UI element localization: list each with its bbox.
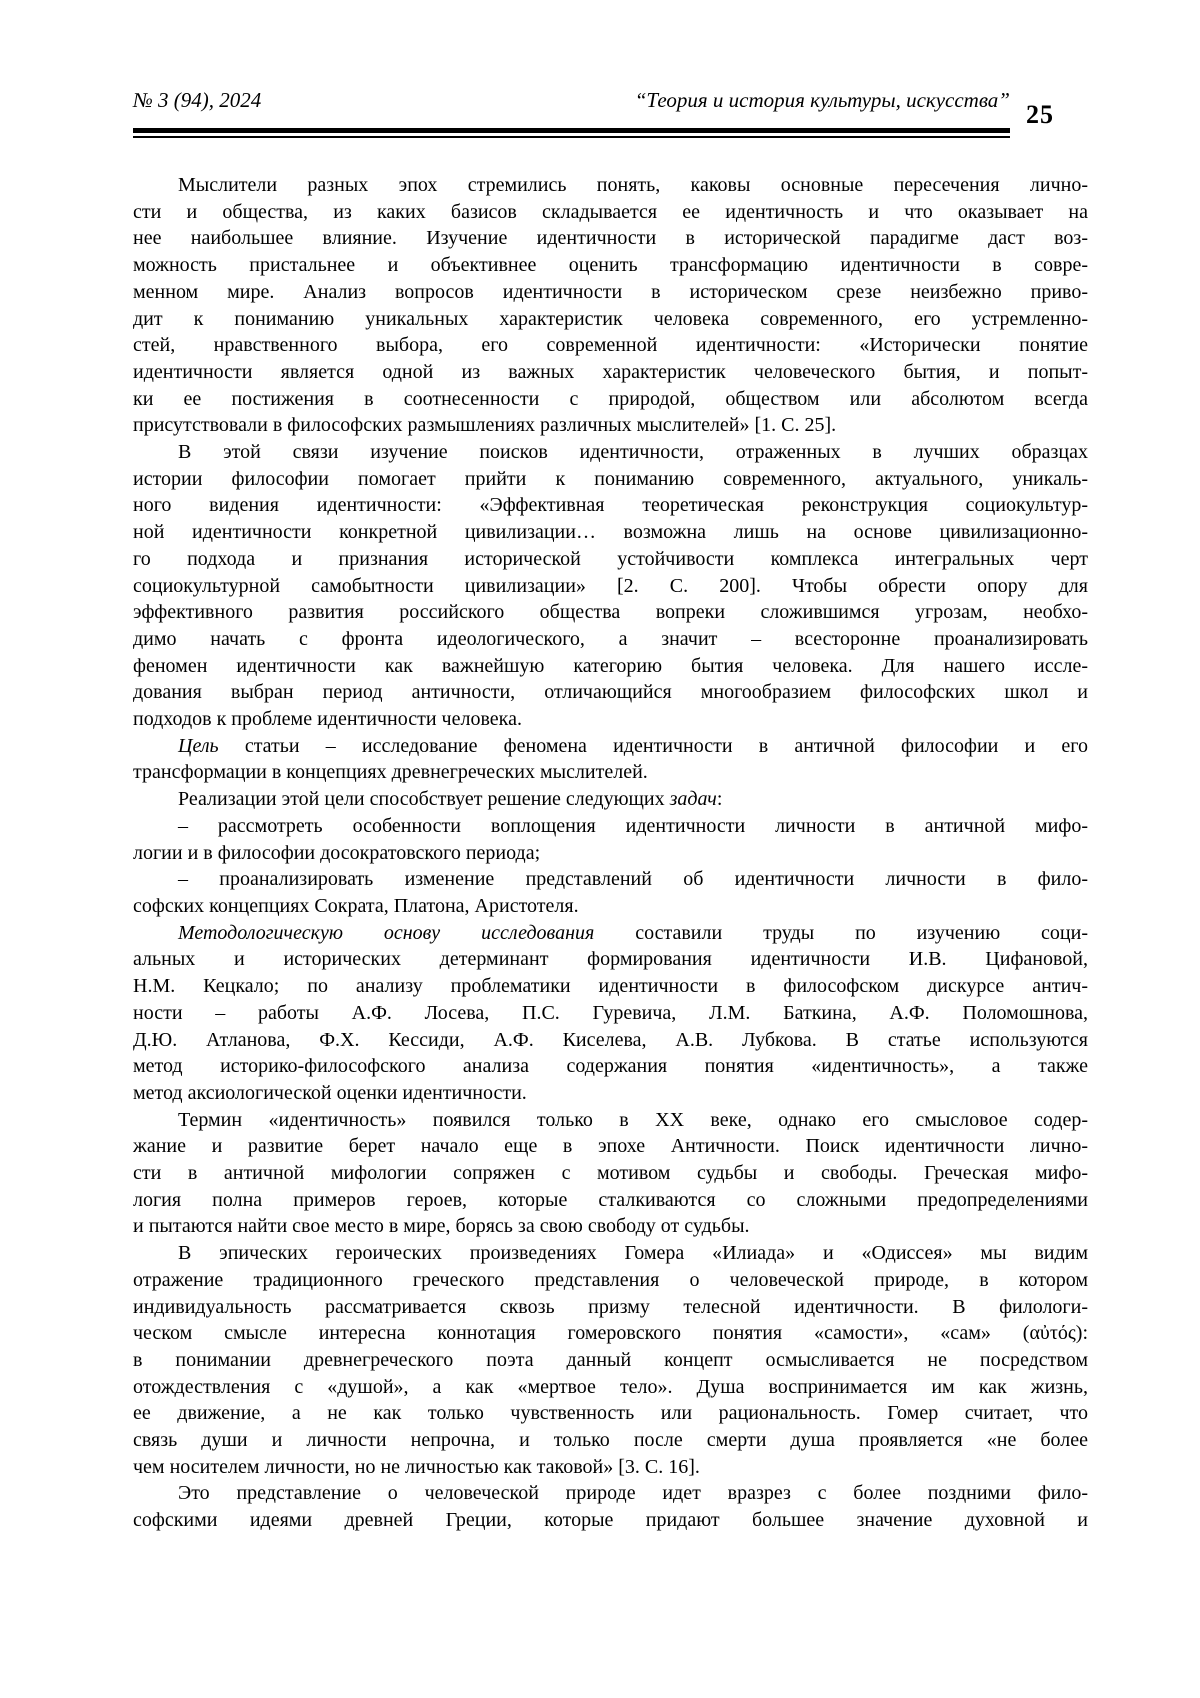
text-line: – рассмотреть особенности воплощения идентичности личности в античной мифо- bbox=[178, 814, 1088, 837]
text-line: – проанализировать изменение представлений об идентичности личности в фило- bbox=[178, 868, 1088, 891]
text-line: подходов к проблеме идентичности человека. bbox=[133, 708, 522, 731]
text-line: отражение традиционного греческого представления о человеческой природе, в котором bbox=[133, 1268, 1088, 1291]
text-line: Методологическую основу исследования составили труды по изучению соци- bbox=[178, 921, 1088, 944]
text-line: можность пристальнее и объективнее оценить трансформацию идентичности в совре- bbox=[133, 254, 1088, 277]
journal-header bbox=[133, 88, 1010, 113]
text-line: сти в античной мифологии сопряжен с мотивом судьбы и свободы. Греческая мифо- bbox=[133, 1162, 1088, 1185]
issue-number: № 3 (94), 2024 bbox=[133, 88, 262, 112]
paragraph bbox=[133, 439, 1088, 733]
text-line: логии и в философии досократовского периода; bbox=[133, 841, 541, 864]
text-line: Д.Ю. Атланова, Ф.Х. Кессиди, А.Ф. Киселева, А.В. Лубкова. В статье используются bbox=[133, 1028, 1088, 1051]
text-line: связь души и личности непрочна, и только после смерти душа проявляется «не более bbox=[133, 1429, 1088, 1452]
page-number: 25 bbox=[1026, 100, 1054, 129]
text-line: эффективного развития российского общества вопреки сложившимся угрозам, необхо- bbox=[133, 601, 1088, 624]
text-line: индивидуальность рассматривается сквозь призму телесной идентичности. В филологи- bbox=[133, 1295, 1088, 1318]
paragraph bbox=[133, 1480, 1088, 1533]
text-line: Цель статьи – исследование феномена идентичности в античной философии и его bbox=[178, 734, 1088, 757]
text-line: дит к пониманию уникальных характеристик человека современного, его устремленно- bbox=[133, 307, 1088, 330]
text-line: социокультурной самобытности цивилизации» [2. С. 200]. Чтобы обрести опору для bbox=[133, 574, 1088, 597]
text-line: Мыслители разных эпох стремились понять, каковы основные пересечения лично- bbox=[178, 174, 1088, 196]
text-line: стей, нравственного выбора, его современной идентичности: «Исторически понятие bbox=[133, 334, 1088, 357]
paragraph bbox=[133, 920, 1088, 1107]
paragraph bbox=[133, 172, 1088, 439]
paragraph bbox=[133, 733, 1088, 786]
paragraph bbox=[133, 813, 1088, 866]
text-line: трансформации в концепциях древнегреческих мыслителей. bbox=[133, 761, 648, 784]
text-line: жание и развитие берет начало еще в эпохе Античности. Поиск идентичности лично- bbox=[133, 1135, 1088, 1158]
text-line: Реализации этой цели способствует решение следующих задач: bbox=[178, 788, 723, 811]
journal-title: “Теория и история культуры, искусства” bbox=[634, 88, 1010, 112]
text-line: димо начать с фронта идеологического, а значит – всесторонне проанализировать bbox=[133, 627, 1088, 650]
text-line: ческом смысле интересна коннотация гомеровского понятия «самости», «сам» (αὐτός): bbox=[133, 1322, 1088, 1345]
header-rule bbox=[133, 128, 1010, 138]
text-line: феномен идентичности как важнейшую категорию бытия человека. Для нашего иссле- bbox=[133, 654, 1088, 677]
text-line: дования выбран период античности, отличающийся многообразием философских школ и bbox=[133, 681, 1088, 704]
text-line: метод историко-философского анализа содержания понятия «идентичность», а также bbox=[133, 1055, 1088, 1078]
text-line: ее движение, а не как только чувственность или рациональность. Гомер считает, что bbox=[133, 1402, 1088, 1425]
text-line: присутствовали в философских размышлениях различных мыслителей» [1. С. 25]. bbox=[133, 414, 837, 437]
paragraph bbox=[133, 1240, 1088, 1480]
text-line: софскими идеями древней Греции, которые придают большее значение духовной и bbox=[133, 1509, 1088, 1532]
text-line: и пытаются найти свое место в мире, борясь за свою свободу от судьбы. bbox=[133, 1215, 750, 1238]
text-line: менном мире. Анализ вопросов идентичности в историческом срезе неизбежно приво- bbox=[133, 280, 1088, 303]
text-line: софских концепциях Сократа, Платона, Аристотеля. bbox=[133, 894, 579, 917]
text-line: Это представление о человеческой природе идет вразрез с более поздними фило- bbox=[178, 1482, 1088, 1505]
text-line: В этой связи изучение поисков идентичности, отраженных в лучших образцах bbox=[178, 441, 1088, 464]
paragraph bbox=[133, 1107, 1088, 1241]
text-line: нее наибольшее влияние. Изучение идентичности в исторической парадигме даст воз- bbox=[133, 227, 1088, 250]
text-line: сти и общества, из каких базисов складывается ее идентичность и что оказывает на bbox=[133, 200, 1088, 223]
paragraph bbox=[133, 866, 1088, 919]
text-line: го подхода и признания исторической устойчивости комплекса интегральных черт bbox=[133, 547, 1088, 570]
paragraph bbox=[133, 786, 1088, 813]
text-line: отождествления с «душой», а как «мертвое тело». Душа воспринимается им как жизнь, bbox=[133, 1375, 1088, 1398]
text-line: истории философии помогает прийти к пониманию современного, актуального, уникаль- bbox=[133, 467, 1088, 490]
text-line: альных и исторических детерминант формирования идентичности И.В. Цифановой, bbox=[133, 948, 1088, 971]
text-line: метод аксиологической оценки идентичности. bbox=[133, 1081, 527, 1104]
text-line: Термин «идентичность» появился только в XX веке, однако его смысловое содер- bbox=[178, 1108, 1088, 1131]
text-line: ности – работы А.Ф. Лосева, П.С. Гуревича, Л.М. Баткина, А.Ф. Поломошнова, bbox=[133, 1001, 1088, 1024]
text-line: Н.М. Кецкало; по анализу проблематики идентичности в философском дискурсе антич- bbox=[133, 975, 1088, 998]
text-line: логия полна примеров героев, которые сталкиваются со сложными предопределениями bbox=[133, 1188, 1088, 1211]
text-line: чем носителем личности, но не личностью как таковой» [3. С. 16]. bbox=[133, 1455, 700, 1478]
text-line: в понимании древнегреческого поэта данный концепт осмысливается не посредством bbox=[133, 1348, 1088, 1371]
text-line: В эпических героических произведениях Гомера «Илиада» и «Одиссея» мы видим bbox=[178, 1242, 1088, 1265]
text-line: ки ее постижения в соотнесенности с природой, обществом или абсолютом всегда bbox=[133, 387, 1088, 410]
text-line: идентичности является одной из важных характеристик человеческого бытия, и попыт- bbox=[133, 360, 1088, 383]
text-line: ного видения идентичности: «Эффективная теоретическая реконструкция социокультур- bbox=[133, 494, 1088, 517]
article-body bbox=[133, 172, 1088, 1534]
text-line: ной идентичности конкретной цивилизации… возможна лишь на основе цивилизационно- bbox=[133, 521, 1088, 544]
